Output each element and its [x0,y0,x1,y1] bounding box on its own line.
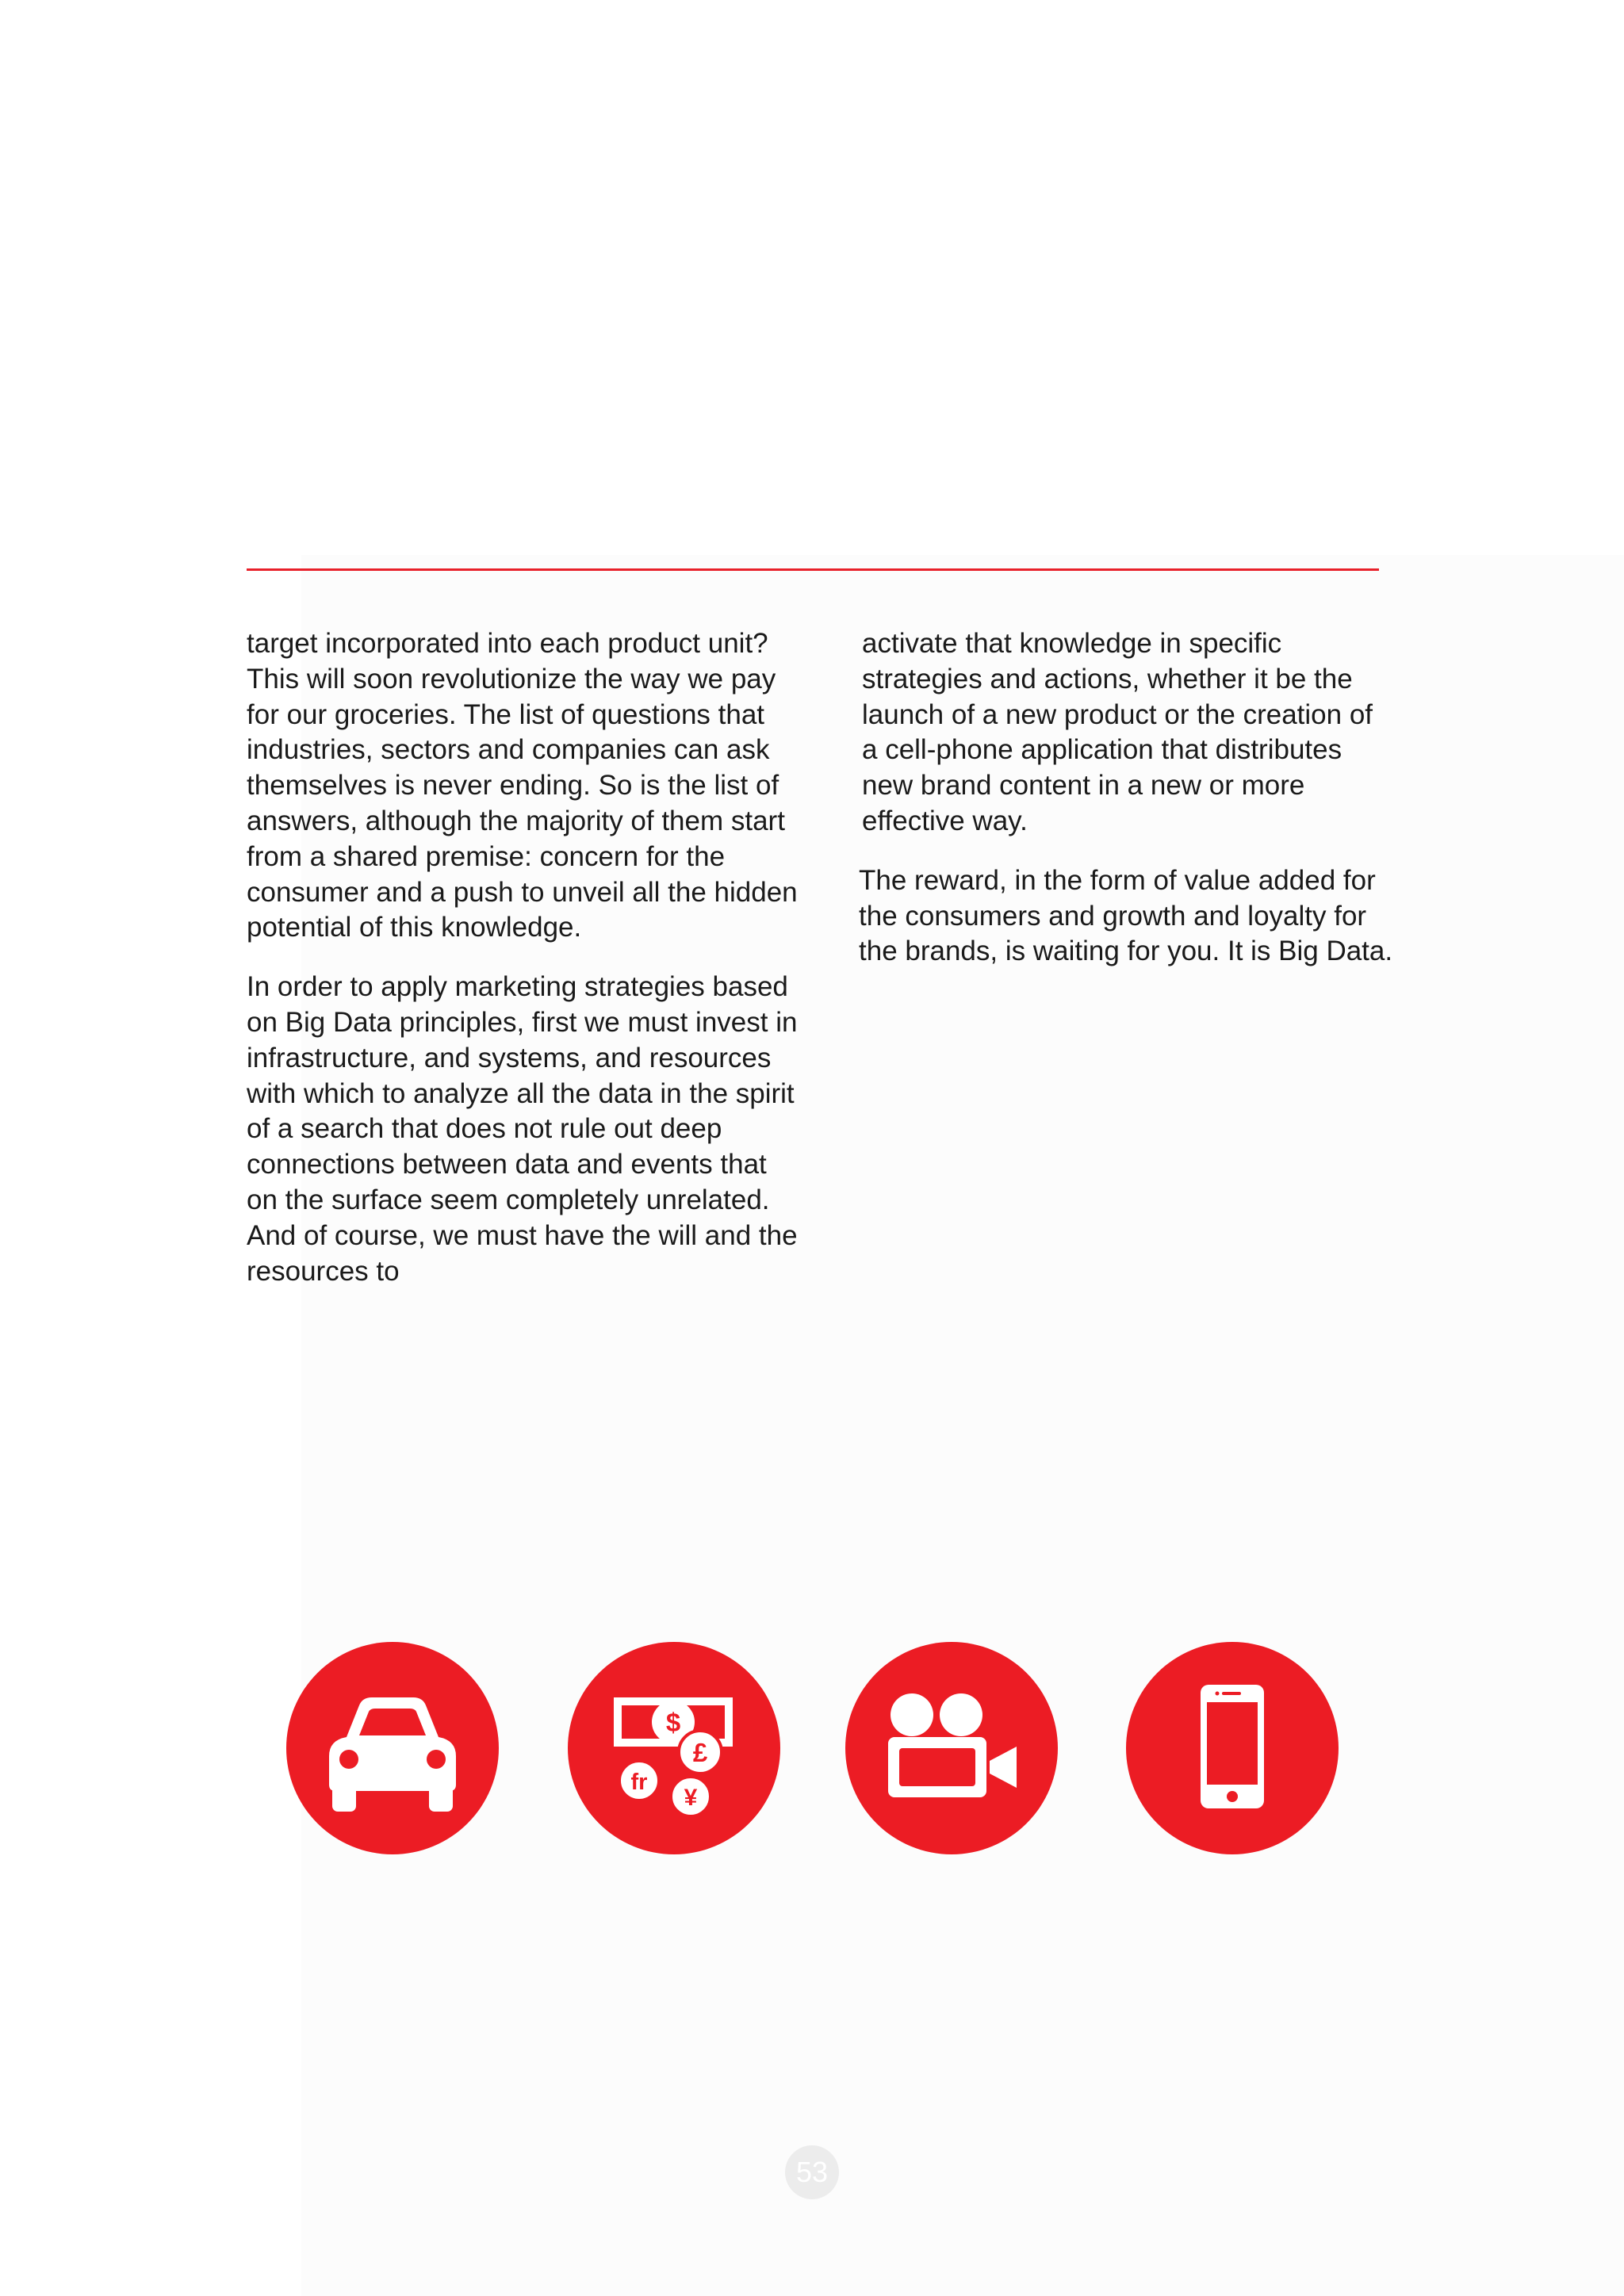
franc-symbol: fr [630,1770,648,1795]
yen-symbol: ¥ [684,1785,698,1811]
page-number: 53 [785,2145,839,2199]
smartphone-icon [1126,1642,1339,1854]
section-divider [247,568,1379,571]
currency-icon [568,1642,780,1854]
pound-symbol: £ [692,1738,708,1767]
video-camera-icon [845,1642,1058,1854]
paragraph: activate that knowledge in specific strategies and actions, whether it be the launch of a new product or the creation of a cell-phone application that distributes new brand content in a new or more effective way. [862,628,1373,836]
paragraph: target incorporated into each product unit? This will soon revolutionize the way we pay for our groceries. The list of questions that industries, sectors and companies can ask themselves is never ending. So is the list of answers, although the majority of them start from a shared premise: concern for the consumer and a push to unveil all the hidden potential of this knowledge. [247,628,798,943]
paragraph: In order to apply marketing strategies based on Big Data principles, first we must invest in infrastructure, and systems, and resources with which to analyze all the data in the spirit of a search that does not rule out deep connections between data and events that on the surface seem completely unrelated. And of course, we must have the will and the resources to [247,971,798,1287]
car-icon [286,1642,499,1854]
text-column-right [859,626,1393,993]
paragraph: The reward, in the form of value added for the consumers and growth and loyalty for the brands, is waiting for you. It is Big Data. [859,864,1393,967]
dollar-symbol: $ [665,1708,681,1737]
text-column-left [247,626,802,1313]
